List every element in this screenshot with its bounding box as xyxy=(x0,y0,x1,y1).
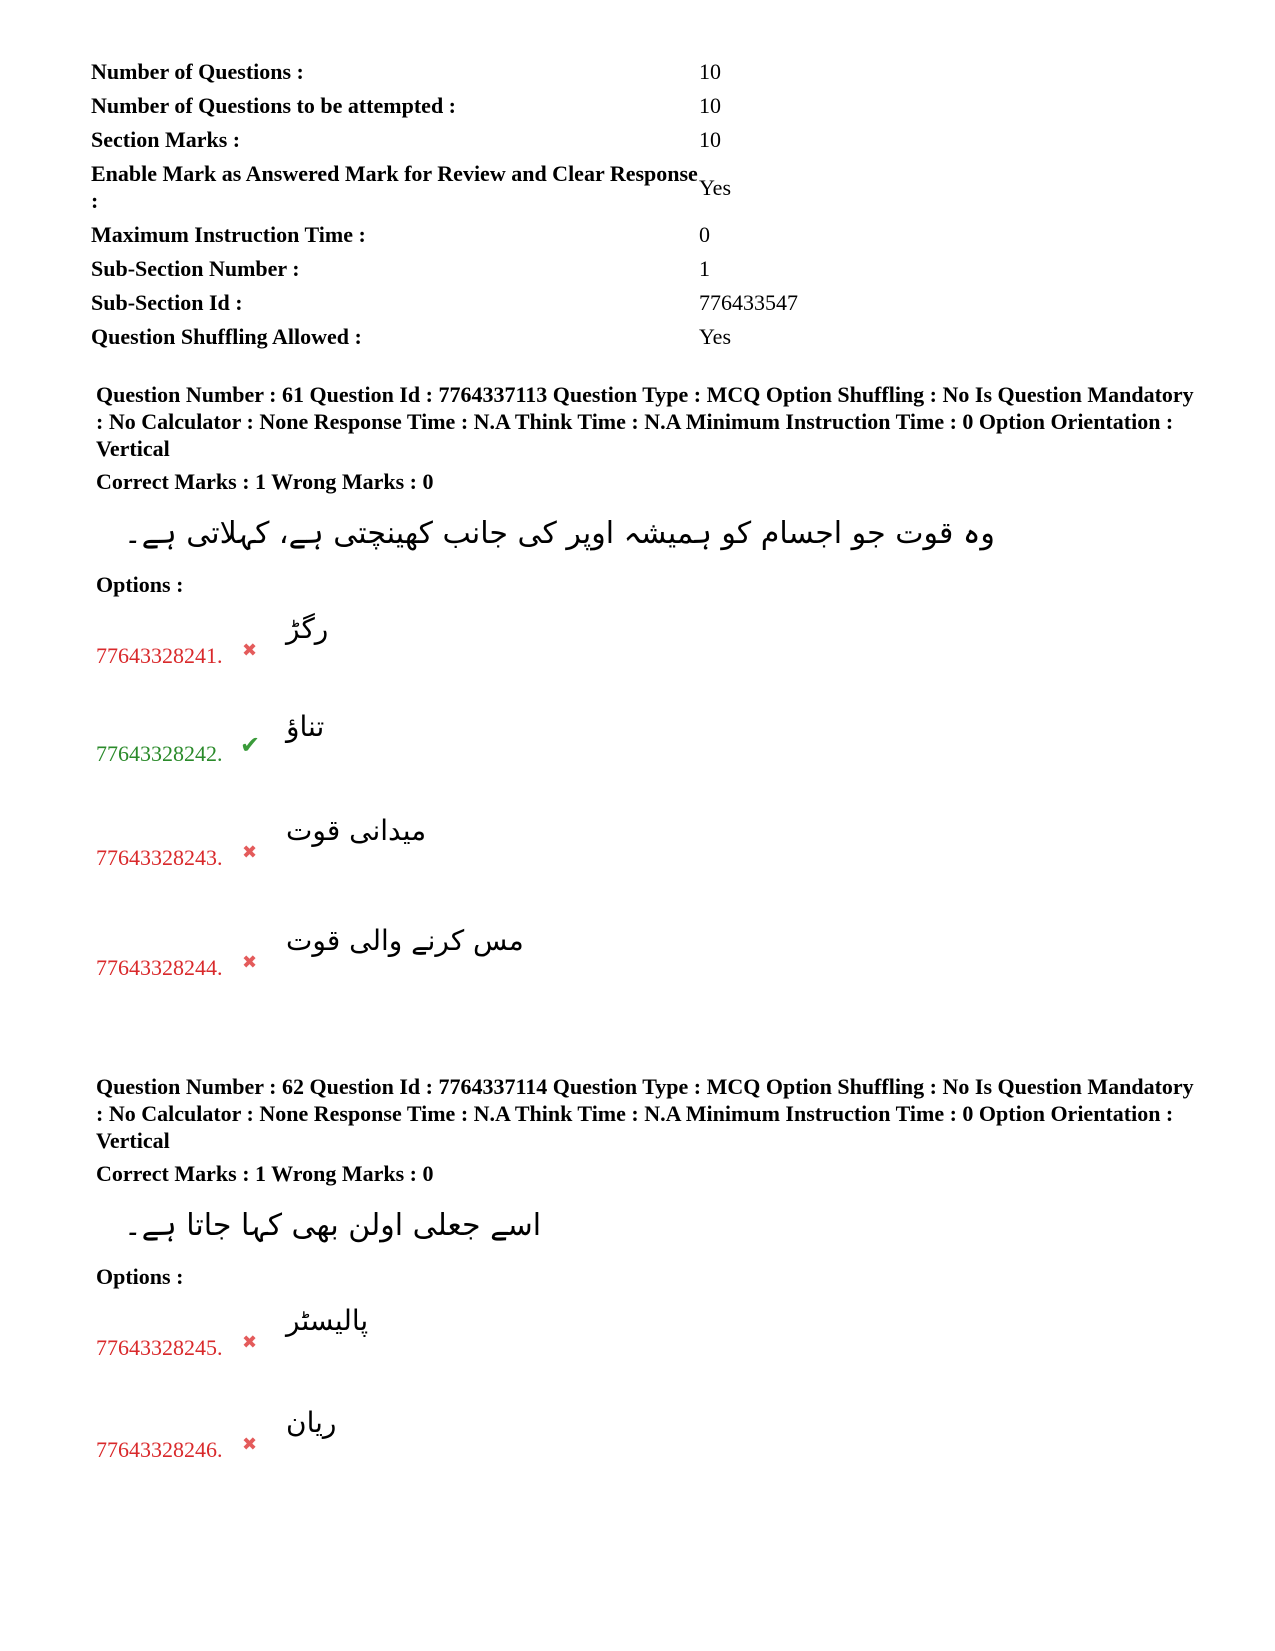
info-value: Yes xyxy=(699,174,732,200)
info-label: Question Shuffling Allowed : xyxy=(91,324,362,349)
option-item[interactable] xyxy=(96,1392,1196,1494)
wrong-cross-icon: ✖ xyxy=(242,640,258,660)
option-id: 77643328245. xyxy=(96,1335,223,1360)
option-text: میدانی قوت xyxy=(286,814,427,847)
question-marks: Correct Marks : 1 Wrong Marks : 0 xyxy=(96,1161,434,1186)
wrong-cross-icon: ✖ xyxy=(242,952,258,972)
info-row xyxy=(91,126,851,153)
question-meta: Question Number : 61 Question Id : 7764337113 Question Type : MCQ Option Shuffling : No Is Question Mandatory : No Calculator : None Response Time : N.A Think Time : N.A Minimum Instruction Time : 0 Option Orientation : Vertical xyxy=(96,382,1194,461)
option-id: 77643328241. xyxy=(96,643,223,668)
info-label: Number of Questions to be attempted : xyxy=(91,93,457,118)
info-label: Number of Questions : xyxy=(91,59,304,84)
option-id: 77643328243. xyxy=(96,845,223,870)
option-text: ریان xyxy=(286,1406,337,1439)
wrong-cross-icon: ✖ xyxy=(242,842,258,862)
question-block-61 xyxy=(96,381,1196,1020)
option-item[interactable] xyxy=(96,1290,1196,1392)
info-label: Enable Mark as Answered Mark for Review and Clear Response : xyxy=(91,161,698,213)
question-meta: Question Number : 62 Question Id : 7764337114 Question Type : MCQ Option Shuffling : No Is Question Mandatory : No Calculator : None Response Time : N.A Think Time : N.A Minimum Instruction Time : 0 Option Orientation : Vertical xyxy=(96,1074,1194,1153)
option-item[interactable] xyxy=(96,910,1196,1020)
options-title: Options : xyxy=(96,1264,184,1289)
option-text: تناؤ xyxy=(286,710,325,743)
question-marks: Correct Marks : 1 Wrong Marks : 0 xyxy=(96,469,434,494)
info-label: Maximum Instruction Time : xyxy=(91,222,366,247)
option-id: 77643328246. xyxy=(96,1437,223,1462)
question-stem: اسے جعلی اولن بھی کہا جاتا ہے۔ xyxy=(124,1208,542,1243)
wrong-cross-icon: ✖ xyxy=(242,1434,258,1454)
info-label: Sub-Section Id : xyxy=(91,290,243,315)
question-block-62 xyxy=(96,1073,1196,1494)
option-text: مس کرنے والی قوت xyxy=(286,924,524,957)
options-title: Options : xyxy=(96,572,184,597)
info-value: Yes xyxy=(699,324,732,349)
option-id: 77643328244. xyxy=(96,955,223,980)
option-id: 77643328242. xyxy=(96,741,223,766)
info-row xyxy=(91,323,851,350)
info-value: 10 xyxy=(699,59,721,84)
info-label: Sub-Section Number : xyxy=(91,256,300,281)
info-value: 10 xyxy=(699,127,721,152)
info-value: 1 xyxy=(699,256,710,281)
info-value: 0 xyxy=(699,222,710,247)
section-info-table xyxy=(91,58,851,357)
info-row xyxy=(91,221,851,248)
info-row xyxy=(91,289,851,316)
info-row xyxy=(91,160,851,214)
info-value: 776433547 xyxy=(699,290,798,315)
option-item[interactable] xyxy=(96,696,1196,800)
correct-check-icon: ✔ xyxy=(240,733,261,759)
question-stem: وہ قوت جو اجسام کو ہمیشہ اوپر کی جانب کھینچتی ہے، کہلاتی ہے۔ xyxy=(124,516,995,551)
wrong-cross-icon: ✖ xyxy=(242,1332,258,1352)
info-row xyxy=(91,58,851,85)
info-label: Section Marks : xyxy=(91,127,241,152)
option-text: پالیسٹر xyxy=(286,1304,369,1337)
info-row xyxy=(91,92,851,119)
info-value: 10 xyxy=(699,93,721,118)
option-item[interactable] xyxy=(96,800,1196,910)
option-text: رگڑ xyxy=(286,612,329,645)
option-item[interactable] xyxy=(96,598,1196,696)
info-row xyxy=(91,255,851,282)
